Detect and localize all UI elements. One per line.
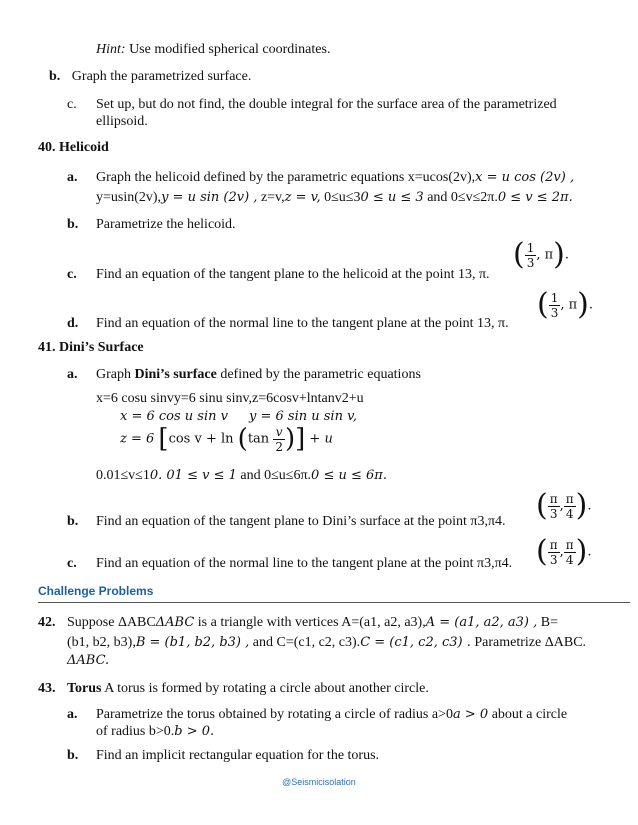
problem-41b-text: Find an equation of the tangent plane to Dini’s surface at the point π3,π4. [96, 514, 506, 529]
problem-40a-label: a. [67, 170, 78, 185]
problem-40c-text: Find an equation of the tangent plane to the helicoid at the point 13, π. [96, 267, 490, 282]
problem-39c-line1: Set up, but do not find, the double integral for the surface area of the parametrized [96, 97, 557, 112]
text: and 0≤v≤2π. [423, 190, 498, 205]
equation-y: y = 6 sin u sin v, [249, 409, 358, 424]
term-dini-surface: Dini’s surface [134, 367, 217, 382]
math-x: x = u cos (2v) , [475, 170, 575, 185]
problem-41a-label: a. [67, 367, 78, 382]
problem-41c-text: Find an equation of the normal line to the tangent plane at the point π3,π4. [96, 556, 513, 571]
problem-40d-text: Find an equation of the normal line to the tangent plane at the point 13, π. [96, 316, 509, 331]
problem-40b-label: b. [67, 217, 79, 232]
challenge-problems-heading: Challenge Problems [38, 582, 630, 603]
problem-43a-line1: Parametrize the torus obtained by rotating a circle of radius a>0a > 0 about a circle [96, 707, 568, 722]
text: 0≤u≤3 [320, 190, 361, 205]
problem-40c-label: c. [67, 267, 77, 282]
footer-watermark-link[interactable]: @Seismicisolation [282, 777, 356, 787]
problem-40a-line1 [96, 169, 574, 187]
problem-40-title: 40. Helicoid [38, 140, 109, 155]
hint-label: Hint: [96, 42, 126, 57]
problem-43b-label: b. [67, 748, 79, 763]
problem-43a-line2: of radius b>0.b > 0. [96, 724, 215, 739]
text: z=v, [257, 190, 285, 205]
problem-42-line3: ΔABC. [67, 653, 110, 668]
hint-text: Use modified spherical coordinates. [125, 42, 331, 57]
item-label: b. [49, 69, 61, 84]
problem-40a-line2 [96, 189, 573, 207]
math-v-range: 0 ≤ v ≤ 2π. [497, 190, 573, 205]
problem-41b-label: b. [67, 514, 79, 529]
equation-z: z = 6 [cos v + ln (tan $\frac{v}{2}$ )] + u [120, 424, 333, 454]
point-41b: ( $\frac{\pi}{3}$ , $\frac{\pi}{4}$ ). [536, 488, 592, 523]
problem-41a-raw: x=6 cosu sinvy=6 sinu sinv,z=6cosv+lntanv2+u [96, 391, 364, 406]
problem-41a-range: 0.01≤v≤10. 01 ≤ v ≤ 1 and 0≤u≤6π.0 ≤ u ≤ 6π. [96, 468, 387, 483]
problem-39c-label: c. [67, 97, 77, 112]
point-40c: ( $\frac{1}{3}$ , π). [513, 237, 570, 272]
hint-line [96, 41, 330, 59]
problem-41c-label: c. [67, 556, 77, 571]
math-y: y = u sin (2v) , [161, 190, 258, 205]
math-z: z = v, [284, 190, 321, 205]
problem-42-line2: (b1, b2, b3),B = (b1, b2, b3) , and C=(c1, c2, c3).C = (c1, c2, c3) . Parametrize ΔABC. [67, 635, 587, 650]
problem-43-line: Torus A torus is formed by rotating a circle about another circle. [67, 681, 429, 696]
point-41c: ( $\frac{\pi}{3}$ , $\frac{\pi}{4}$ ). [536, 534, 592, 569]
problem-42-line1: Suppose ΔABCΔABC is a triangle with vertices A=(a1, a2, a3),A = (a1, a2, a3) , B= [67, 615, 559, 630]
problem-41-title: 41. Dini’s Surface [38, 340, 144, 355]
problem-43a-label: a. [67, 707, 78, 722]
item-text: Graph the parametrized surface. [71, 69, 252, 84]
text: Graph the helicoid defined by the parametric equations x=ucos(2v), [96, 170, 476, 185]
problem-41a-line1: Graph Dini’s surface defined by the parametric equations [96, 367, 421, 382]
problem-43-label: 43. [38, 681, 56, 696]
problem-42-label: 42. [38, 615, 56, 630]
text: y=usin(2v), [96, 190, 162, 205]
point-40d: ( $\frac{1}{3}$ , π). [537, 287, 594, 322]
term-torus: Torus [67, 681, 102, 696]
problem-43b-text: Find an implicit rectangular equation for the torus. [96, 748, 380, 763]
problem-40d-label: d. [67, 316, 79, 331]
math-u-range: 0 ≤ u ≤ 3 [360, 190, 424, 205]
problem-40b-text: Parametrize the helicoid. [96, 217, 236, 232]
problem-39c-line2: ellipsoid. [96, 114, 148, 129]
problem-39b [49, 68, 251, 86]
equation-x: x = 6 cos u sin v [120, 409, 228, 424]
